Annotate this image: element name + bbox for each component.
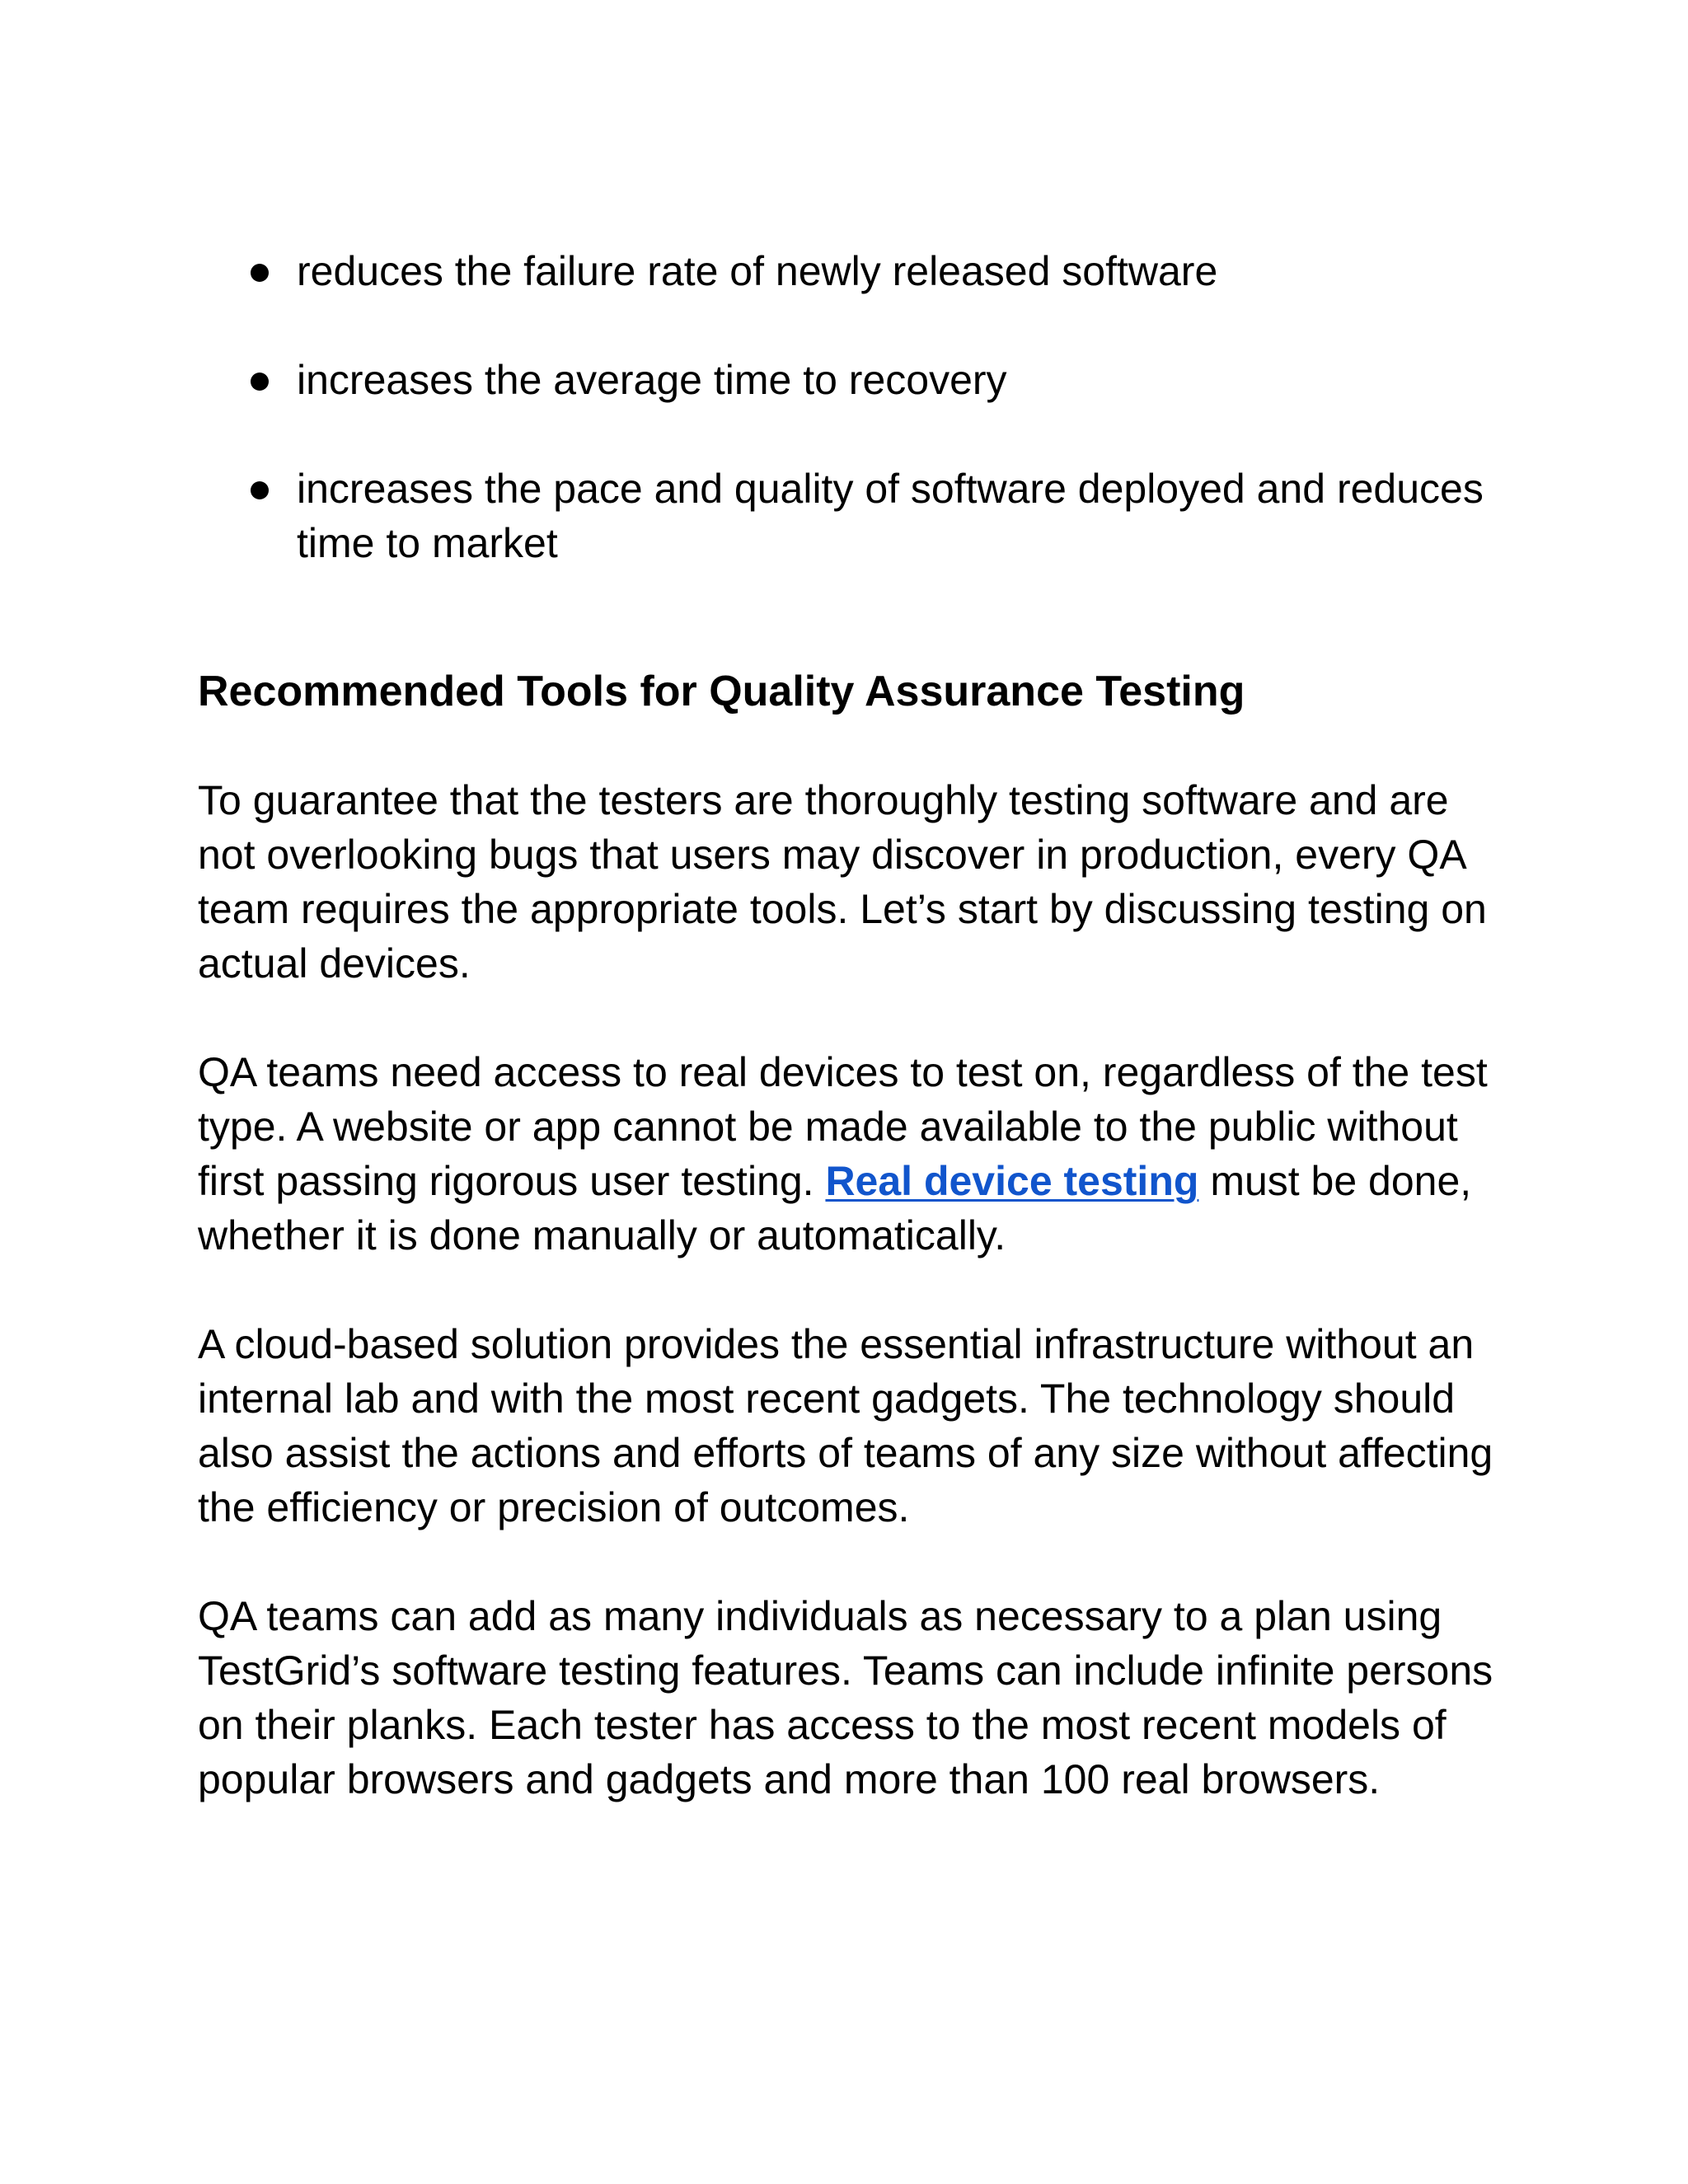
paragraph-cloud-solution: A cloud-based solution provides the essential infrastructure without an internal lab and with the most recent gadgets. The technology should also assist the actions and efforts of teams of any size without affecting the efficiency or precision of outcomes. — [198, 1321, 1493, 1530]
section-heading: Recommended Tools for Quality Assurance Testing — [198, 668, 1245, 715]
paragraph-testgrid-features: QA teams can add as many individuals as necessary to a plan using TestGrid’s software testing features. Teams can include infinite persons on their planks. Each tester has access to the most recent models of popular browsers and gadgets and more than 100 real browsers. — [198, 1593, 1493, 1802]
paragraph-tools-intro: To guarantee that the testers are thoroughly testing software and are not overlooking bugs that users may discover in production, every QA team requires the appropriate tools. Let’s start by discussing testing on actual devices. — [198, 777, 1487, 987]
list-item-text: reduces the failure rate of newly released software — [297, 248, 1218, 294]
benefits-list — [198, 244, 1500, 570]
bullet-icon — [251, 373, 269, 391]
bullet-icon — [251, 481, 269, 499]
bullet-icon — [251, 264, 269, 282]
paragraph-text: must be done, whether it is done manually or automatically. — [198, 1158, 1472, 1258]
list-item-text: increases the pace and quality of software deployed and reduces time to market — [297, 466, 1484, 566]
list-item — [198, 353, 1500, 407]
list-item-text: increases the average time to recovery — [297, 357, 1007, 403]
paragraph-text: QA teams need access to real devices to test on, regardless of the test type. A website or app cannot be made available to the public without first passing rigorous user testing. — [198, 1049, 1488, 1204]
document-content — [198, 244, 1500, 1807]
list-item — [198, 244, 1500, 298]
paragraph-real-devices — [198, 1045, 1500, 1263]
real-device-testing-link[interactable]: Real device testing — [825, 1158, 1199, 1204]
list-item — [198, 462, 1500, 570]
